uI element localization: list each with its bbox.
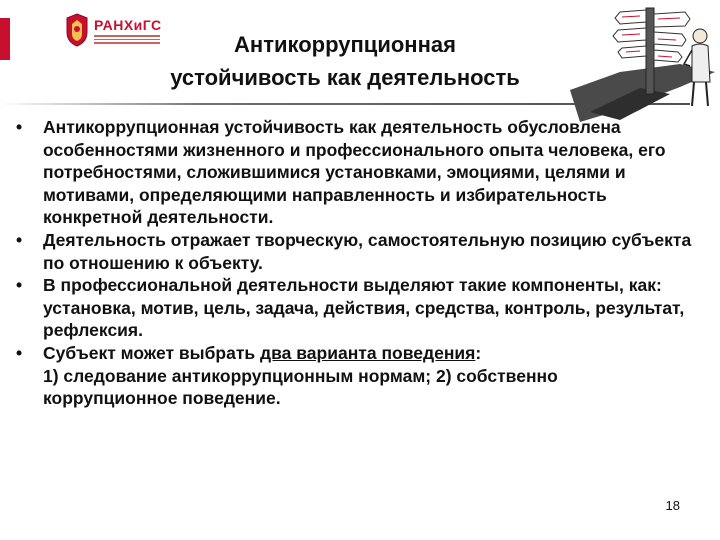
logo-text: РАНХиГС — [94, 17, 162, 33]
bullet-marker: • — [16, 229, 23, 250]
emblem-icon — [64, 12, 90, 48]
accent-bar — [0, 18, 10, 60]
slide-title — [100, 28, 590, 94]
list-item — [16, 229, 696, 274]
bullet-text: В профессиональной деятельности выделяют такие компоненты, как: установка, мотив, цель, задача, действия, средства, контроль, результат, рефлексия. — [43, 275, 685, 341]
bullet-text-underlined: два варианта поведения — [260, 342, 476, 363]
bullet-text: Антикоррупционная устойчивость как деятельность обусловлена особенностями жизненного и профессионального опыта человека, его потребностями, сложившимися установками, эмоциями, целями и мотивами, определяющими направленность и избирательность конкретной деятельности. — [43, 117, 666, 228]
bullet-text-continuation: 1) следование антикоррупционным нормам; 2) собственно коррупционное поведение. — [43, 365, 558, 409]
signpost-illustration — [560, 2, 720, 130]
page-number: 18 — [665, 498, 680, 513]
bullet-text-colon: : — [475, 342, 482, 363]
bullet-list — [16, 116, 696, 410]
title-line-1: Антикоррупционная — [234, 32, 456, 57]
title-line-2: устойчивость как деятельность — [170, 65, 520, 90]
list-item — [16, 274, 696, 342]
bullet-marker: • — [16, 342, 23, 363]
bullet-marker: • — [16, 117, 23, 137]
bullet-marker: • — [16, 275, 23, 296]
list-item — [16, 116, 696, 229]
bullet-text-start: Субъект может выбрать — [43, 342, 261, 363]
bullet-text: Деятельность отражает творческую, самостоятельную позицию субъекта по отношению к объекту. — [43, 229, 692, 273]
list-item — [16, 342, 696, 410]
